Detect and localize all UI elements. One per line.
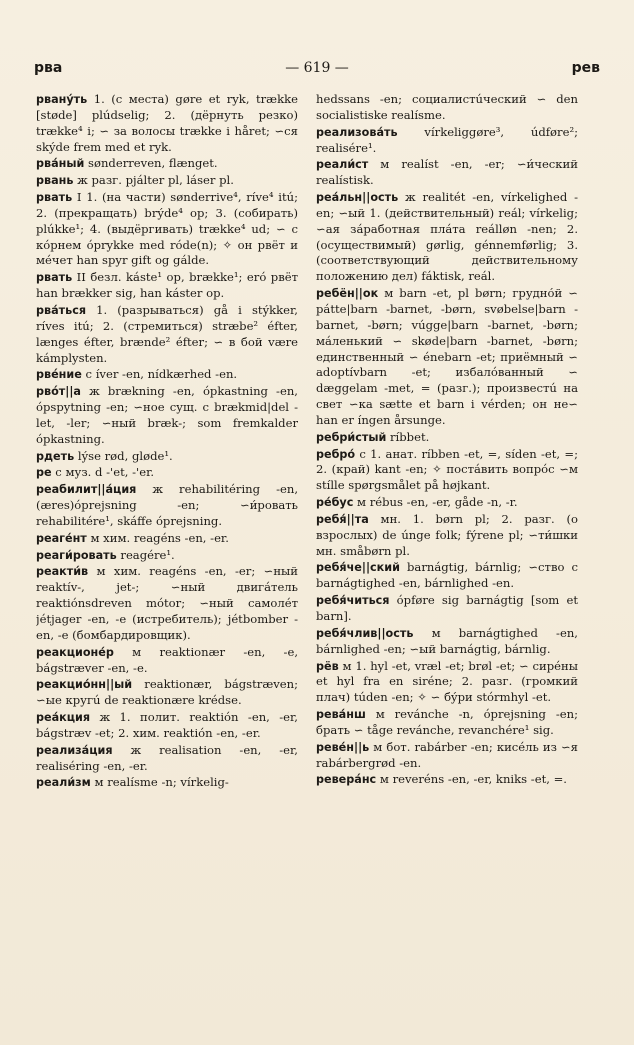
entry-headword: ребя́||та: [316, 512, 369, 526]
page-header: [34, 60, 600, 82]
entry-definition: с 1. анат. ríbben -et, =, síden -et, =; 2. (край) kant -en; ✧ постáвить вопрóс ∽м stílle spørgsmålet på højkant.: [316, 446, 578, 493]
right-guide-word: рев: [571, 60, 600, 76]
dictionary-entry: [316, 495, 578, 511]
left-guide-word: рва: [34, 60, 63, 76]
entry-definition: ж realitét -en, vírkelighed -en; ∽ый 1. (действительный) reál; vírkelig; ∽ая зáработная плáта reálløn -nen; 2. (осуществимый) gørlig, génnemførlig; 3. (соответствующий действительному положению дел) fáktisk, reál.: [316, 190, 578, 284]
dictionary-entry: [316, 92, 578, 124]
entry-headword: ребя́читься: [316, 594, 390, 608]
entry-headword: ре: [36, 466, 52, 480]
dictionary-entry: [36, 173, 298, 189]
entry-headword: реаге́нт: [36, 531, 87, 545]
dictionary-entry: [316, 157, 578, 189]
dictionary-entry: [36, 384, 298, 447]
dictionary-entry: [36, 710, 298, 742]
entry-definition: 1. (разрываться) gå i stýkker, ríves itú; 2. (стремиться) stræbe² éfter, længes éfter, brænde² éfter; ∽ в бой være kámplysten.: [36, 302, 298, 365]
dictionary-entry: [36, 156, 298, 172]
entry-headword: рва́ный: [36, 157, 85, 171]
entry-definition: reaktionær, bágstræven; ∽ые кругú de reaktionære krédse.: [36, 677, 298, 708]
entry-definition: II безл. káste¹ op, brække¹; eró рвёт han brækker sig, han káster op.: [36, 270, 298, 301]
dictionary-entry: [36, 548, 298, 564]
entry-definition: м хим. reagéns -en, -er; ∽ный reaktív-, jet-; ∽ный двигáтель reaktiónsdreven mótor; ∽ный самолéт jétjager -en, -e (истребитель); jétbomber -en, -e (бомбардировщик).: [36, 564, 298, 642]
entry-headword: реакти́в: [36, 565, 89, 579]
dictionary-entry: [36, 645, 298, 677]
entry-headword: реали́ст: [316, 158, 369, 172]
entry-definition: м realísme -n; vírkelig-: [90, 775, 229, 790]
dictionary-entry: [316, 190, 578, 285]
entry-definition: ríbbet.: [386, 429, 430, 444]
entry-definition: ж rehabilitéring -en, (æres)óprejsning -en; ∽и́ровать rehabilitére¹, skáffe óprejsning.: [36, 482, 298, 528]
entry-headword: рева́нш: [316, 708, 366, 722]
dictionary-entry: [316, 740, 578, 772]
entry-definition: м rébus -en, -er, gåde -n, -r.: [353, 495, 518, 510]
dictionary-entry: [36, 270, 298, 302]
entry-headword: реаги́ровать: [36, 548, 117, 562]
entry-headword: реакцио́нн||ый: [36, 678, 133, 692]
entry-definition: м reveréns -en, -er, kniks -et, =.: [376, 772, 567, 787]
entry-definition: ópføre sig barnágtig [som et barn].: [316, 593, 578, 623]
dictionary-entry: [316, 772, 578, 788]
entry-headword: рвану́ть: [36, 93, 88, 106]
entry-definition: I 1. (на части) sønderrive⁴, ríve⁴ itú; 2. (прекращать) brýde⁴ op; 3. (собирать) plúkke¹; 4. (выдёргивать) trække⁴ ud; ∽ с кóрнем óprykke med róde(n); ✧ он рвёт и мéчет han spyr gift og gálde.: [36, 190, 298, 268]
dictionary-entry: [316, 707, 578, 739]
dictionary-entry: [316, 286, 578, 429]
entry-definition: ж 1. полит. reaktión -en, -er, bágstræv -et; 2. хим. reaktión -en, -er.: [36, 710, 298, 740]
entry-headword: рвéние: [36, 368, 82, 382]
dictionary-entry: [36, 367, 298, 383]
entry-headword: ре́бус: [316, 496, 354, 510]
entry-headword: реверáнс: [316, 773, 377, 787]
entry-headword: реакционе́р: [36, 645, 114, 659]
dictionary-entry: [316, 447, 578, 495]
entry-definition: м realíst -en, -er; ∽и́ческий realístisk.: [316, 157, 578, 188]
entry-definition: с муз. d -'et, -'er.: [51, 465, 155, 480]
entry-definition: ж разг. pjálter pl, láser pl.: [73, 173, 234, 188]
entry-definition: мн. 1. børn pl; 2. разг. (о взрослых) de únge folk; fýrene pl; ∽ти́шки мн. småbørn pl.: [316, 511, 578, 558]
entry-headword: реабилит||а́ция: [36, 483, 137, 497]
entry-definition: hedssans -en; социалистúческий ∽ den socialistiske realísme.: [316, 92, 578, 122]
dictionary-entry: [36, 482, 298, 530]
entry-definition: м barn -et, pl børn; грудно́й ∽ pátte|barn -barnet, -børn, svøbelse|barn -barnet, -børn; vúgge|barn -barnet, -børn; мáленький ∽ skøde|barn -barnet, -børn; единственный ∽ énebarn -et; приёмный ∽ adoptívbarn -et; избалóванный ∽ dæggelam -met, = (разг.); произвестú на свет ∽ка sætte et barn i vérden; он не∽ han er íngen årsunge.: [316, 286, 578, 427]
entry-headword: реали́зм: [36, 776, 91, 790]
dictionary-entry: [316, 512, 578, 560]
entry-headword: рвать: [36, 271, 73, 285]
entry-definition: м бот. rabárber -en; кисéль из ∽я rabárbergrød -en.: [316, 739, 578, 770]
entry-definition: м хим. reagéns -en, -er.: [86, 530, 229, 545]
dictionary-entry: [36, 775, 298, 791]
dictionary-entry: [316, 560, 578, 592]
entry-headword: рёв: [316, 659, 339, 673]
entry-headword: ребя́че||ский: [316, 561, 400, 575]
entry-definition: reagére¹.: [116, 547, 175, 562]
entry-definition: с íver -en, nídkærhed -en.: [81, 367, 238, 382]
entry-headword: рвóт||а: [36, 385, 81, 399]
dictionary-entry: [316, 125, 578, 157]
right-column: [316, 92, 578, 932]
dictionary-entry: [316, 659, 578, 707]
entry-headword: реализа́ция: [36, 743, 113, 757]
entry-definition: ж realisation -en, -er, realiséring -en, -er.: [36, 742, 298, 773]
dictionary-entry: [316, 626, 578, 658]
entry-headword: реа́кция: [36, 711, 91, 725]
dictionary-entry: [36, 92, 298, 155]
dictionary-entry: [36, 677, 298, 709]
entry-definition: sønderreven, flænget.: [84, 156, 218, 171]
entry-headword: рвань: [36, 174, 74, 188]
page-number: — 619 —: [285, 60, 349, 76]
entry-definition: lýse rød, gløde¹.: [74, 448, 173, 463]
dictionary-entry: [36, 564, 298, 643]
entry-headword: реве́н||ь: [316, 740, 370, 754]
entry-definition: 1. (с места) gøre et ryk, trække [støde] plúdselig; 2. (дёрнуть резко) trække⁴ i; ∽ за волосы trække i håret; ∽ся skýde frem med et ryk.: [36, 92, 298, 154]
dictionary-entry: [36, 531, 298, 547]
dictionary-entry: [316, 430, 578, 446]
entry-definition: м reaktionær -en, -e, bágstræver -en, -e.: [36, 644, 298, 675]
dictionary-entry: [36, 303, 298, 366]
entry-headword: ребри́стый: [316, 430, 387, 444]
entry-headword: реа́льн||ость: [316, 191, 399, 205]
entry-headword: рва́ться: [36, 303, 87, 317]
entry-headword: рвать: [36, 191, 73, 205]
dictionary-entry: [36, 465, 298, 481]
entry-definition: м barnágtighed -en, bárnlighed -en; ∽ый barnágtig, bárnlig.: [316, 625, 578, 656]
entry-headword: ребя́члив||ость: [316, 626, 414, 640]
entry-headword: ребро́: [316, 447, 356, 461]
dictionary-entry: [36, 743, 298, 775]
dictionary-entry: [36, 449, 298, 465]
entry-headword: реализова́ть: [316, 125, 398, 139]
dictionary-entry: [316, 593, 578, 625]
dictionary-entry: [36, 190, 298, 269]
entry-definition: м 1. hyl -et, vræl -et; brøl -et; ∽ сирéны et hyl fra en siréne; 2. разг. (громкий плач) túden -en; ✧ ∽ бýри stórmhyl -et.: [316, 658, 578, 705]
entry-headword: рдеть: [36, 449, 75, 463]
entry-definition: ж brækning -en, ópkastning -en, ópspytning -en; ∽ное сущ. с brækmid|del -let, -ler; ∽ный bræk-; som fremkalder ópkastning.: [36, 384, 298, 446]
entry-definition: vírkeliggøre³, údføre²; realisére¹.: [316, 124, 578, 155]
entry-headword: ребён||ок: [316, 287, 379, 301]
entry-definition: barnágtig, bárnlig; ∽ство с barnágtighed -en, bárnlighed -en.: [316, 560, 578, 591]
left-column: [36, 92, 298, 932]
entry-definition: м revánche -n, óprejsning -en; брать ∽ tåge revánche, revanchére¹ sig.: [316, 707, 578, 737]
